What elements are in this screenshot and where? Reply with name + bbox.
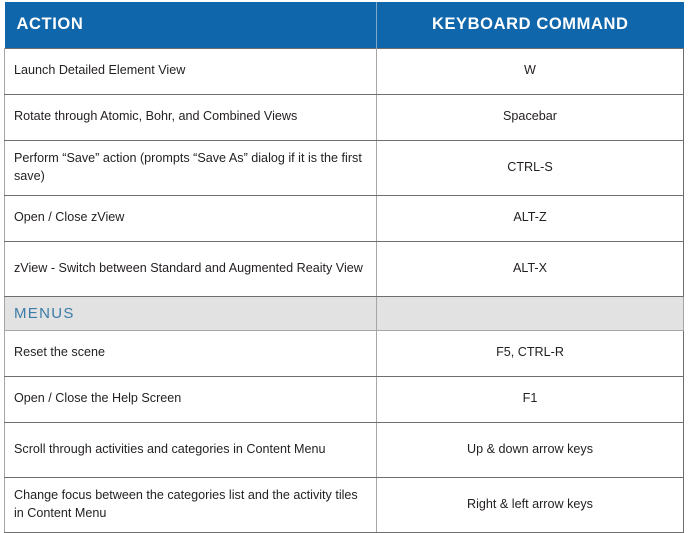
table-row xyxy=(5,477,684,532)
table-row xyxy=(5,330,684,376)
table-row xyxy=(5,376,684,422)
action-cell: Change focus between the categories list and the activity tiles in Content Menu xyxy=(5,477,377,532)
section-label: MENUS xyxy=(14,304,75,322)
action-cell: Launch Detailed Element View xyxy=(5,48,377,94)
action-cell: Reset the scene xyxy=(5,330,377,376)
table-row xyxy=(5,94,684,140)
keyboard-command-cell: F5, CTRL-R xyxy=(377,330,684,376)
keyboard-command-cell: Up & down arrow keys xyxy=(377,422,684,477)
keyboard-command-cell: Right & left arrow keys xyxy=(377,477,684,532)
keyboard-command-cell: F1 xyxy=(377,376,684,422)
table-row xyxy=(5,422,684,477)
keyboard-command-cell: Spacebar xyxy=(377,94,684,140)
keyboard-command-cell: ALT-X xyxy=(377,241,684,296)
section-header-cell xyxy=(5,296,377,330)
action-cell: Open / Close the Help Screen xyxy=(5,376,377,422)
table-row xyxy=(5,241,684,296)
action-cell: Perform “Save” action (prompts “Save As” dialog if it is the first save) xyxy=(5,140,377,195)
column-header-action: ACTION xyxy=(5,2,377,48)
action-cell: Rotate through Atomic, Bohr, and Combined Views xyxy=(5,94,377,140)
table-row xyxy=(5,195,684,241)
keyboard-command-cell: CTRL-S xyxy=(377,140,684,195)
table-row xyxy=(5,48,684,94)
keyboard-shortcuts-table xyxy=(4,2,684,533)
table-body xyxy=(5,48,684,532)
action-cell: Open / Close zView xyxy=(5,195,377,241)
section-header-spacer-cell xyxy=(377,296,684,330)
action-cell: Scroll through activities and categories in Content Menu xyxy=(5,422,377,477)
action-cell: zView - Switch between Standard and Augmented Reaity View xyxy=(5,241,377,296)
header-row xyxy=(5,2,684,48)
keyboard-command-cell: ALT-Z xyxy=(377,195,684,241)
table-header xyxy=(5,2,684,48)
table-row xyxy=(5,140,684,195)
table-section-row xyxy=(5,296,684,330)
keyboard-command-cell: W xyxy=(377,48,684,94)
column-header-keyboard-command: KEYBOARD COMMAND xyxy=(377,2,684,48)
